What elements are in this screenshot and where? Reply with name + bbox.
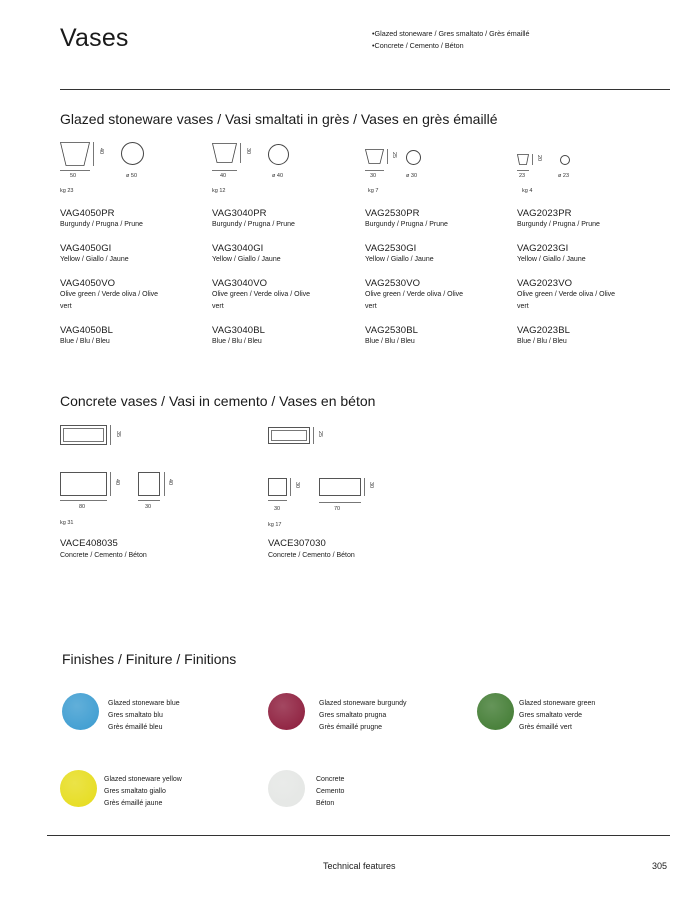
weight: kg 23 <box>60 188 74 194</box>
vase-side-drawing <box>60 142 90 166</box>
width-dimension-line <box>60 500 107 501</box>
product-colour: Burgundy / Prugna / Prune <box>365 221 448 228</box>
finish-label: Glazed stoneware blue Gres smaltato blu Grès émaillé bleu <box>108 700 180 731</box>
variant-item <box>365 243 434 266</box>
product-code: VAG2530GI <box>365 243 417 254</box>
variant-item <box>212 208 295 231</box>
product-code: VAG2530VO <box>365 278 421 289</box>
product-code: VAG3040VO <box>212 278 268 289</box>
variant-item <box>365 208 448 231</box>
product-colour: Olive green / Verde oliva / Olive vert <box>60 291 159 310</box>
footer-label: Technical features <box>323 861 396 871</box>
variant-item <box>212 278 312 313</box>
product-code: VAG2023GI <box>517 243 569 254</box>
product-colour: Olive green / Verde oliva / Olive vert <box>517 291 616 310</box>
concrete-section-title: Concrete vases / Vasi in cemento / Vases en béton <box>60 393 376 409</box>
product-colour: Yellow / Giallo / Jaune <box>517 256 586 263</box>
front-width-dimension: 80 <box>79 504 86 510</box>
width-dimension: 23 <box>519 173 526 179</box>
width-dimension-line <box>517 170 529 171</box>
legend-item: • Glazed stoneware / Gres smaltato / Grès émaillé <box>372 28 530 40</box>
finish-swatch <box>477 693 514 730</box>
header-divider <box>60 89 670 90</box>
product-colour: Blue / Blu / Bleu <box>212 338 262 345</box>
vase-top-circle <box>268 144 289 165</box>
product-code: VAG2530PR <box>365 208 420 219</box>
product-colour: Blue / Blu / Bleu <box>365 338 415 345</box>
product-colour: Concrete / Cemento / Béton <box>268 552 355 559</box>
finish-label: Glazed stoneware green Gres smaltato verde Grès émaillé vert <box>519 700 596 731</box>
width-dimension-line <box>138 500 160 501</box>
vase-front-drawing <box>319 478 361 496</box>
diameter-dimension: ø 40 <box>272 173 284 179</box>
height-dimension-line <box>387 149 388 164</box>
width-dimension-line <box>60 170 90 171</box>
product-colour: Yellow / Giallo / Jaune <box>212 256 281 263</box>
variant-item <box>60 243 129 266</box>
variant-item <box>517 325 570 348</box>
vase-top-drawing <box>60 425 107 445</box>
variant-item <box>60 325 113 348</box>
front-width-dimension: 70 <box>334 506 341 512</box>
weight: kg 31 <box>60 520 74 526</box>
vase-top-circle <box>121 142 144 165</box>
product-colour: Yellow / Giallo / Jaune <box>365 256 434 263</box>
product-code: VAG3040GI <box>212 243 264 254</box>
product-colour: Yellow / Giallo / Jaune <box>60 256 129 263</box>
finishes-section-title: Finishes / Finiture / Finitions <box>62 651 237 667</box>
product-code: VAG4050GI <box>60 243 112 254</box>
height-dimension-line <box>110 425 111 445</box>
variant-item <box>212 325 265 348</box>
footer-divider <box>47 835 670 836</box>
height-dimension: 25 <box>391 152 397 159</box>
width-dimension-line <box>365 170 384 171</box>
height-dimension-line <box>532 154 533 165</box>
height-dimension: 20 <box>536 155 542 162</box>
finish-swatch <box>268 770 305 807</box>
vase-top-drawing <box>268 427 310 444</box>
vase-side-drawing <box>517 154 529 165</box>
legend-item: • Concrete / Cemento / Béton <box>372 40 530 52</box>
product-colour: Blue / Blu / Bleu <box>60 338 110 345</box>
finish-label: Glazed stoneware burgundy Gres smaltato prugna Grès émaillé prugne <box>319 700 407 731</box>
side-width-dimension: 30 <box>145 504 152 510</box>
product-code: VACE307030 <box>268 538 326 549</box>
height-dimension-line <box>290 478 291 496</box>
finish-swatch <box>268 693 305 730</box>
vase-side-drawing <box>365 149 384 164</box>
product-colour: Burgundy / Prugna / Prune <box>212 221 295 228</box>
product-code: VAG3040PR <box>212 208 267 219</box>
front-height-dimension: 30 <box>368 482 374 489</box>
finish-swatch <box>60 770 97 807</box>
variant-item <box>517 208 600 231</box>
product-colour: Olive green / Verde oliva / Olive vert <box>365 291 464 310</box>
side-height-dimension: 40 <box>167 479 173 486</box>
product-colour: Blue / Blu / Bleu <box>517 338 567 345</box>
height-dimension-line <box>364 478 365 496</box>
product-code: VAG3040BL <box>212 325 266 336</box>
product-code: VAG2023PR <box>517 208 572 219</box>
page-number: 305 <box>652 861 668 871</box>
weight: kg 12 <box>212 188 226 194</box>
height-dimension: 30 <box>245 148 251 155</box>
product-colour: Olive green / Verde oliva / Olive vert <box>212 291 311 310</box>
product-colour: Concrete / Cemento / Béton <box>60 552 147 559</box>
front-height-dimension: 40 <box>114 479 120 486</box>
width-dimension-line <box>212 170 237 171</box>
vase-front-drawing <box>60 472 107 496</box>
page-title: Vases <box>60 24 129 52</box>
width-dimension: 50 <box>70 173 77 179</box>
variant-item <box>365 278 465 313</box>
product-code: VACE408035 <box>60 538 118 549</box>
variant-item <box>517 243 586 266</box>
width-dimension-line <box>319 502 361 503</box>
height-dimension-line <box>164 472 165 496</box>
variant-item <box>365 325 418 348</box>
finish-swatch <box>62 693 99 730</box>
vase-top-circle <box>406 150 421 165</box>
height-dimension: 40 <box>98 148 104 155</box>
height-dimension-line <box>93 142 94 166</box>
top-height-dimension: 35 <box>115 431 121 438</box>
vase-side-drawing <box>268 478 287 496</box>
diameter-dimension: ø 23 <box>558 173 570 179</box>
product-colour: Burgundy / Prugna / Prune <box>517 221 600 228</box>
variant-item <box>60 208 143 231</box>
product-colour: Burgundy / Prugna / Prune <box>60 221 143 228</box>
side-height-dimension: 30 <box>294 482 300 489</box>
finish-label: Glazed stoneware yellow Gres smaltato giallo Grès émaillé jaune <box>104 776 182 807</box>
vase-side-drawing <box>212 143 237 163</box>
top-height-dimension: 25 <box>317 431 323 438</box>
variant-item <box>60 278 160 313</box>
weight: kg 7 <box>368 188 379 194</box>
diameter-dimension: ø 30 <box>406 173 418 179</box>
product-code: VAG4050PR <box>60 208 115 219</box>
product-code: VAG4050BL <box>60 325 114 336</box>
variant-item <box>517 278 617 313</box>
side-width-dimension: 30 <box>274 506 281 512</box>
product-code: VAG4050VO <box>60 278 116 289</box>
variant-item <box>212 243 281 266</box>
glazed-section-title: Glazed stoneware vases / Vasi smaltati in grès / Vases en grès émaillé <box>60 111 498 127</box>
height-dimension-line <box>313 427 314 444</box>
width-dimension: 30 <box>370 173 377 179</box>
height-dimension-line <box>110 472 111 496</box>
product-code: VAG2023BL <box>517 325 571 336</box>
width-dimension: 40 <box>220 173 227 179</box>
material-legend <box>372 28 530 52</box>
vase-top-circle <box>560 155 570 165</box>
product-code: VAG2530BL <box>365 325 419 336</box>
weight: kg 17 <box>268 522 282 528</box>
diameter-dimension: ø 50 <box>126 173 138 179</box>
weight: kg 4 <box>522 188 533 194</box>
height-dimension-line <box>240 143 241 163</box>
product-code: VAG2023VO <box>517 278 573 289</box>
finish-label: Concrete Cemento Béton <box>316 776 345 807</box>
vase-side-drawing <box>138 472 160 496</box>
width-dimension-line <box>268 500 287 501</box>
